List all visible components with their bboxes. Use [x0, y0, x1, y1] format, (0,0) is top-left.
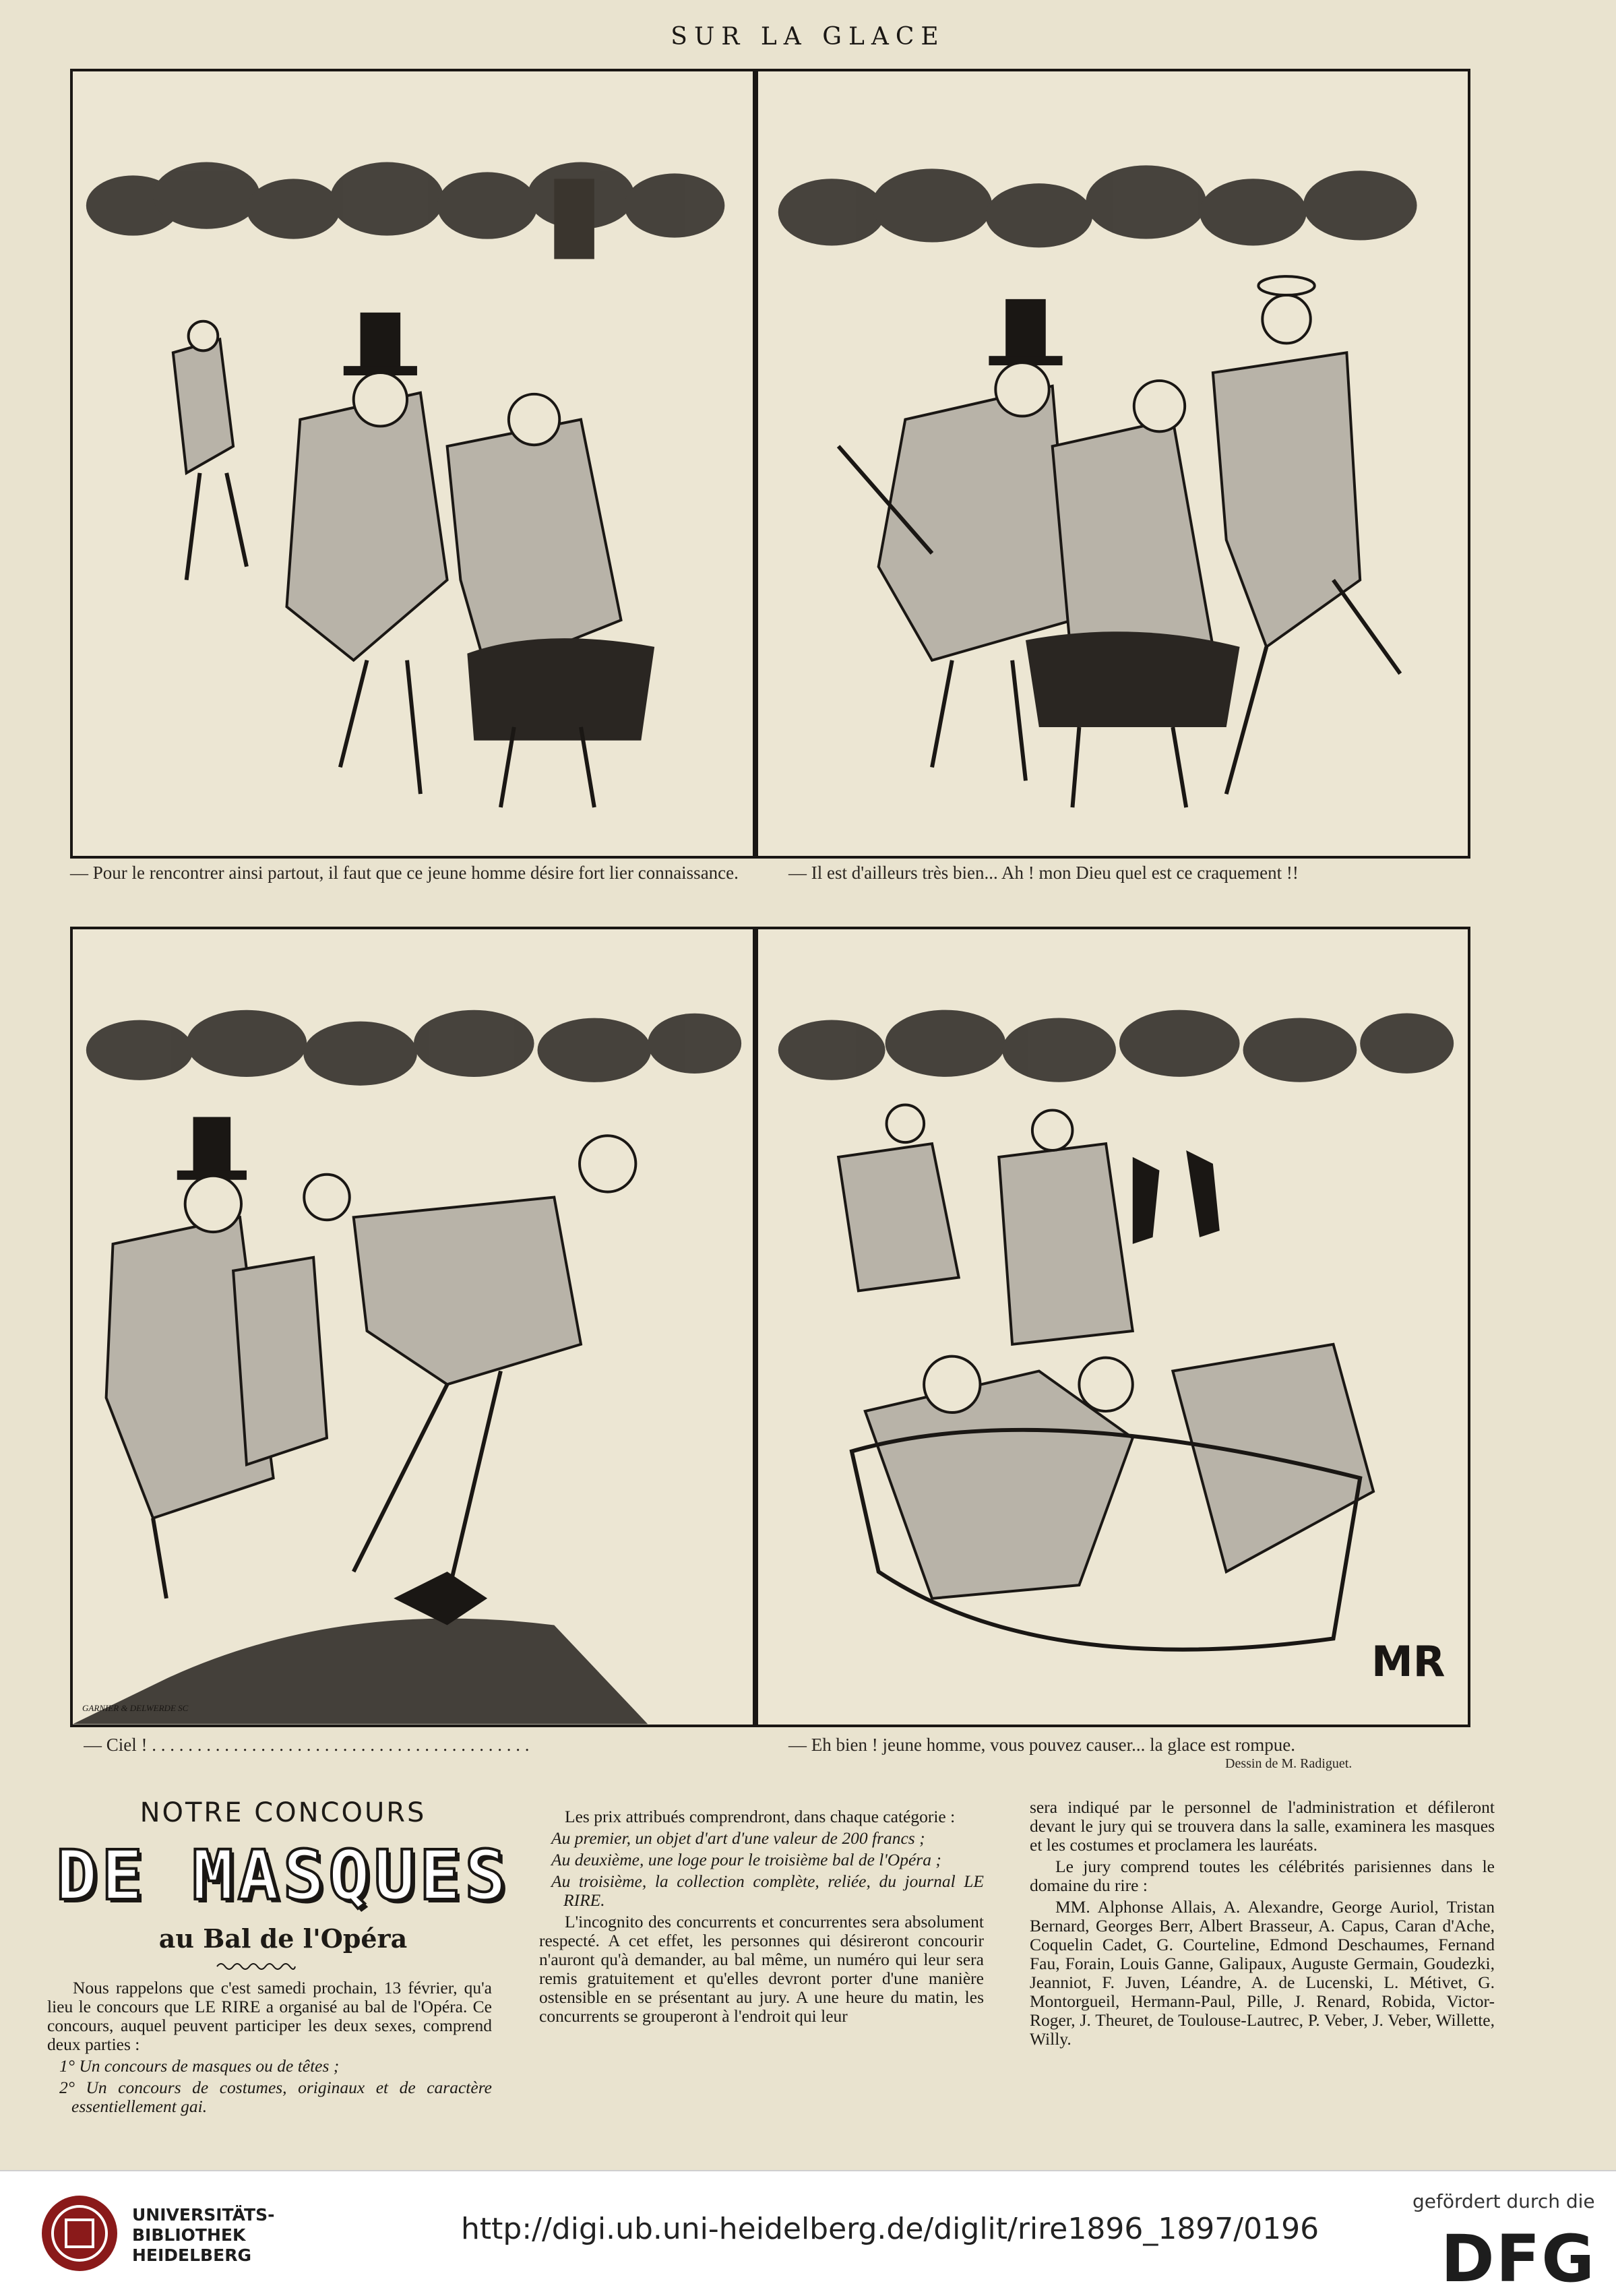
cartoon-panel-4 [755, 927, 1470, 1727]
digitization-footer [0, 2170, 1616, 2296]
library-line: UNIVERSITÄTS- [132, 2205, 275, 2225]
prize-item: Au deuxième, une loge pour le troisième bal de l'Opéra ; [551, 1850, 941, 1869]
article-kicker: NOTRE CONCOURS [139, 1797, 427, 1828]
library-line: HEIDELBERG [132, 2245, 251, 2265]
page-title: SUR LA GLACE [671, 23, 945, 51]
column-1-paragraph: Nous rappelons que c'est samedi prochain, 13 février, qu'a lieu le concours que LE RIRE a organisé au bal de l'Opéra. Ce concours, auquel peuvent participer les deux sexes, comprend deux parties : [47, 1978, 492, 2054]
caption-panel-4: — Eh bien ! jeune homme, vous pouvez causer... la glace est rompue. [788, 1735, 1296, 1755]
panel-3-illustration [73, 929, 753, 1725]
article-column-3 [1030, 1798, 1495, 2051]
column-2-intro: Les prix attribués comprendront, dans chaque catégorie : [565, 1807, 956, 1826]
caption-panel-2: — Il est d'ailleurs très bien... Ah ! mon Dieu quel est ce craquement !! [788, 863, 1299, 883]
dfg-logo: DFG [1441, 2221, 1596, 2296]
list-item: 1° Un concours de masques ou de têtes ; [59, 2056, 340, 2076]
cartoon-panel-1 [70, 69, 755, 859]
prize-item: Au premier, un objet d'art d'une valeur de 200 francs ; [551, 1828, 925, 1848]
panel-1-illustration [73, 71, 753, 856]
article-title: DE MASQUES [55, 1836, 511, 1916]
caption-panel-3: — Ciel ! . . . . . . . . . . . . . . . . . . . . . . . . . . . . . . . . . . . . . . . . . . [84, 1735, 530, 1755]
university-seal-icon [39, 2193, 120, 2274]
panel-4-illustration [758, 929, 1468, 1725]
library-name [132, 2205, 274, 2266]
cartoon-panel-3 [70, 927, 755, 1727]
decorative-flourish [216, 1960, 297, 1973]
column-2-paragraph: L'incognito des concurrents et concurrentes sera absolument respecté. A cet effet, les personnes qui désireront concourir n'auront qu'à demander, au bal même, un numéro qui leur sera remis gratuitement et qu'elles devront porter d'une manière ostensible en se présentant au jury. A une heure du matin, les concurrents se grouperont à l'endroit qui leur [539, 1912, 984, 2026]
funding-label: gefördert durch die [1412, 2190, 1595, 2212]
article-subtitle: au Bal de l'Opéra [158, 1923, 408, 1954]
library-line: BIBLIOTHEK [132, 2225, 246, 2245]
artist-signature: MR [1371, 1637, 1446, 1686]
prize-item: Au troisième, la collection complète, reliée, du journal LE RIRE. [551, 1871, 984, 1910]
column-3-paragraph: sera indiqué par le personnel de l'administration et défileront devant le jury qui se trouvera dans la salle, examinera les masques et les costumes et proclamera les lauréats. [1030, 1797, 1495, 1855]
panel-2-illustration [758, 71, 1468, 856]
caption-panel-1: — Pour le rencontrer ainsi partout, il faut que ce jeune homme désire fort lier connaissance. [70, 863, 739, 883]
article-column-1 [47, 1979, 492, 2119]
engraver-credit: GARNIER & DELWERDE SC [82, 1703, 189, 1713]
column-3-paragraph: Le jury comprend toutes les célébrités parisiennes dans le domaine du rire : [1030, 1857, 1495, 1895]
jury-list: MM. Alphonse Allais, A. Alexandre, George Auriol, Tristan Bernard, Georges Berr, Albert Brasseur, A. Capus, Caran d'Ache, Coquelin Cadet, G. Courteline, Edmond Deschaumes, Fernand Fau, Forain, Louis Ganne, Galipaux, Auguste Germain, Goudezki, Jeanniot, F. Juven, Léandre, A. de Lucenski, L. Métivet, G. Montorgueil, Hermann-Paul, Pille, J. Renard, Robida, Victor-Roger, J. Theuret, de Toulouse-Lautrec, P. Veber, J. Veber, Willette, Willy. [1030, 1897, 1495, 2049]
list-item: 2° Un concours de costumes, originaux et de caractère essentiellement gai. [59, 2078, 492, 2116]
source-link[interactable]: http://digi.ub.uni-heidelberg.de/diglit/rire1896_1897/0196 [461, 2212, 1319, 2246]
drawing-credit: Dessin de M. Radiguet. [1225, 1756, 1353, 1771]
article-column-2 [539, 1807, 984, 2028]
cartoon-panel-2 [755, 69, 1470, 859]
